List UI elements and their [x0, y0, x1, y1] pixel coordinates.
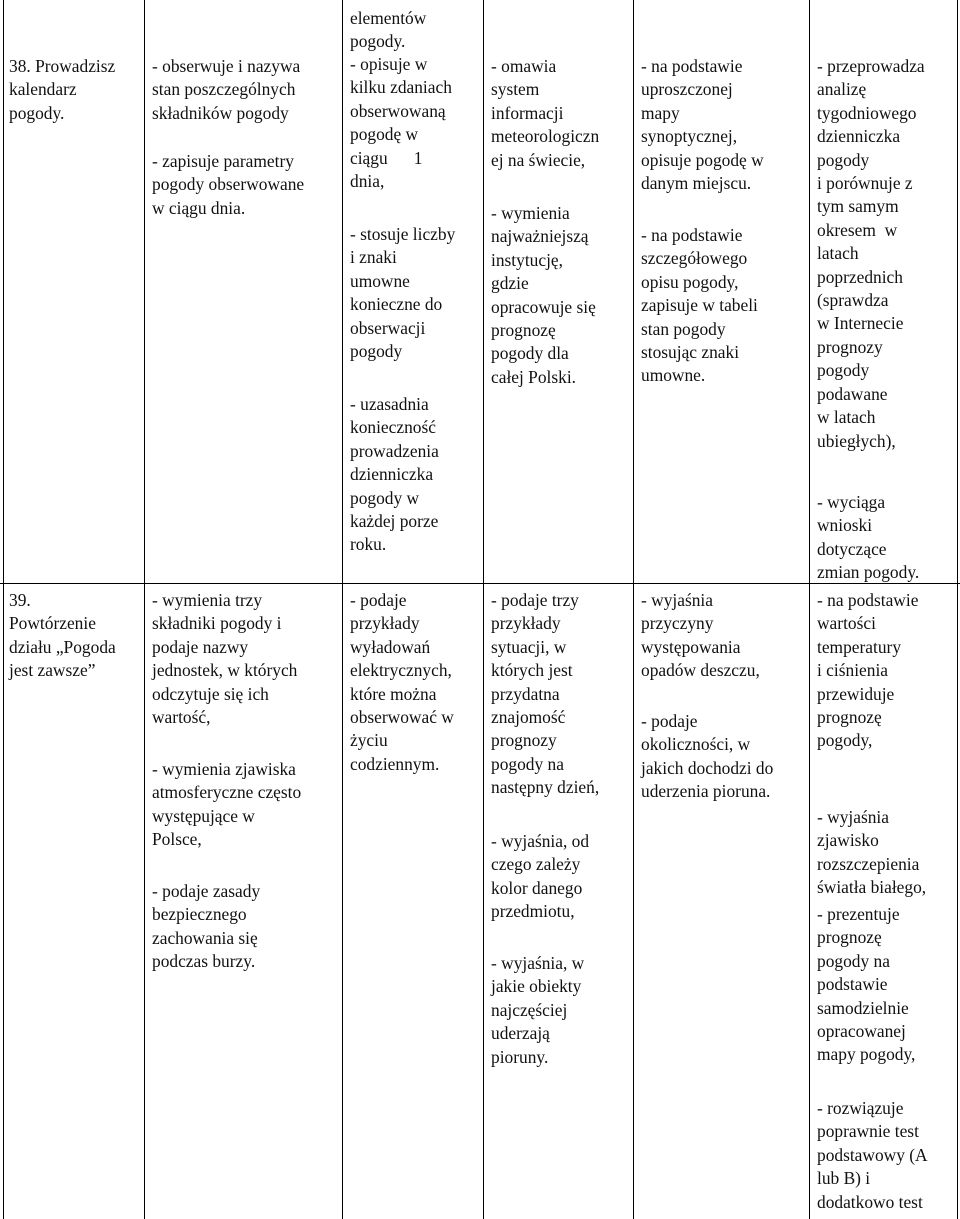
lesson-39-full-req-1: - wyjaśnia przyczyny występowania opadów deszczu,: [641, 590, 760, 681]
lesson-39-advanced-req-3: - wyjaśnia, w jakie obiekty najczęściej uderzają pioruny.: [491, 953, 585, 1067]
lesson-39-excellent-req-2: - wyjaśnia zjawisko rozszczepienia światła białego,: [817, 807, 927, 898]
lesson-39-advanced-req-1: - podaje trzy przykłady sytuacji, w których jest przydatna znajomość prognozy pogody na następny dzień,: [491, 590, 600, 798]
lesson-38-advanced-req-1: - omawia system informacji meteorologiczn ej na świecie,: [491, 56, 600, 170]
lesson-38-full-req-2: - na podstawie szczegółowego opisu pogody, zapisuje w tabeli stan pogody stosując znaki umowne.: [641, 225, 758, 386]
lesson-39-excellent-req-3: - prezentuje prognozę pogody na podstawie samodzielnie opracowanej mapy pogody,: [817, 904, 916, 1065]
lesson-38-basic-req-2: - zapisuje parametry pogody obserwowane w ciągu dnia.: [152, 151, 305, 218]
lesson-39-title: 39. Powtórzenie działu „Pogoda jest zawsze”: [9, 590, 116, 681]
table-border-right: [957, 0, 958, 1219]
lesson-39-excellent-req-1: - na podstawie wartości temperatury i ciśnienia przewiduje prognozę pogody,: [817, 590, 919, 751]
column-divider-5: [809, 0, 810, 1219]
lesson-38-excellent-req-1: - przeprowadza analizę tygodniowego dzienniczka pogody i porównuje z tym samym okresem w latach poprzednich (sprawdza w Internecie prognozy pogody podawane w latach ubiegłych),: [817, 56, 925, 451]
lesson-38-advanced-req-2: - wymienia najważniejszą instytucję, gdzie opracowuje się prognozę pogody dla całej Polski.: [491, 203, 596, 387]
lesson-38-title: 38. Prowadzisz kalendarz pogody.: [9, 56, 116, 123]
table-border-left: [3, 0, 4, 1219]
lesson-38-excellent-req-2: - wyciąga wnioski dotyczące zmian pogody.: [817, 492, 920, 583]
lesson-39-full-req-2: - podaje okoliczności, w jakich dochodzi do uderzenia pioruna.: [641, 711, 774, 802]
column-divider-3: [483, 0, 484, 1219]
lesson-38-extended-req-1: - opisuje w kilku zdaniach obserwowaną pogodę w ciągu 1 dnia,: [350, 54, 452, 192]
column-divider-1: [144, 0, 145, 1219]
lesson-38-extended-req-3: - uzasadnia konieczność prowadzenia dzienniczka pogody w każdej porze roku.: [350, 394, 439, 555]
lesson-39-extended-req-1: - podaje przykłady wyładowań elektrycznych, które można obserwować w życiu codziennym.: [350, 590, 454, 774]
lesson-38-extended-req-continuation: elementów pogody.: [350, 8, 427, 52]
lesson-39-excellent-req-4: - rozwiązuje poprawnie test podstawowy (A lub B) i dodatkowo test: [817, 1098, 928, 1212]
lesson-39-basic-req-3: - podaje zasady bezpiecznego zachowania się podczas burzy.: [152, 881, 261, 972]
column-divider-2: [342, 0, 343, 1219]
column-divider-4: [633, 0, 634, 1219]
lesson-39-basic-req-1: - wymienia trzy składniki pogody i podaje nazwy jednostek, w których odczytuje się ich wartość,: [152, 590, 298, 728]
lesson-38-basic-req-1: - obserwuje i nazywa stan poszczególnych składników pogody: [152, 56, 301, 123]
lesson-38-extended-req-2: - stosuje liczby i znaki umowne konieczne do obserwacji pogody: [350, 224, 456, 362]
lesson-39-basic-req-2: - wymienia zjawiska atmosferyczne często występujące w Polsce,: [152, 759, 302, 850]
row-divider: [0, 583, 960, 584]
lesson-38-full-req-1: - na podstawie uproszczonej mapy synoptycznej, opisuje pogodę w danym miejscu.: [641, 56, 764, 194]
lesson-39-advanced-req-2: - wyjaśnia, od czego zależy kolor danego przedmiotu,: [491, 831, 590, 922]
